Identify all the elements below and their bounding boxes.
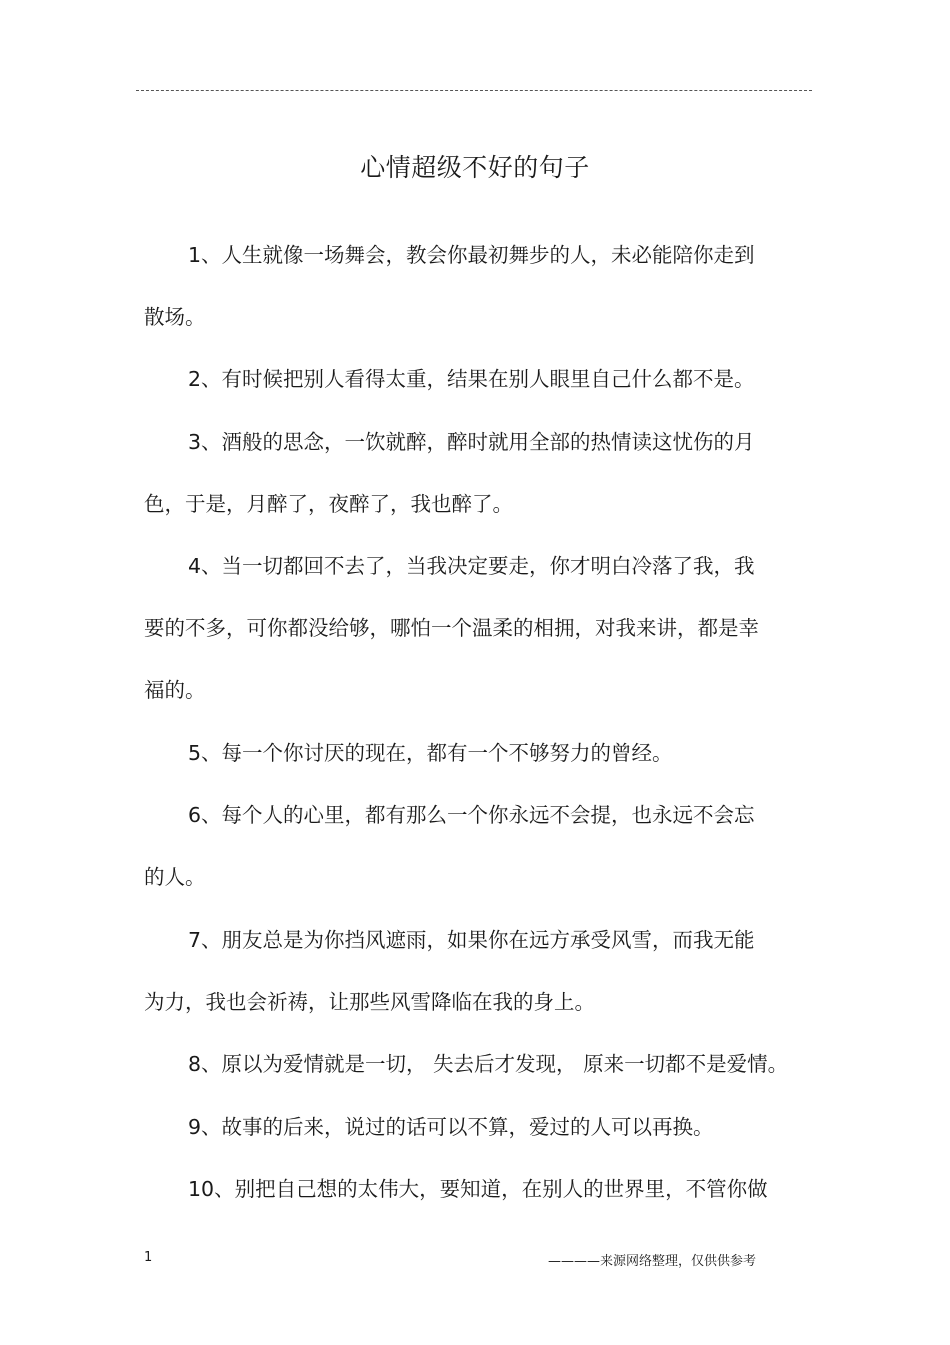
- item-4-line-3: 福的。: [144, 678, 206, 702]
- item-7-line-2: 为力，我也会祈祷，让那些风雪降临在我的身上。: [144, 990, 595, 1014]
- item-10-line-1: 10、别把自己想的太伟大，要知道，在别人的世界里，不管你做: [188, 1177, 768, 1201]
- item-5-line-1: 5、每一个你讨厌的现在，都有一个不够努力的曾经。: [188, 741, 673, 765]
- item-6-line-1: 6、每个人的心里，都有那么一个你永远不会提，也永远不会忘: [188, 803, 755, 827]
- document-title: 心情超级不好的句子: [360, 153, 590, 182]
- item-8-line-1: 8、原以为爱情就是一切， 失去后才发现， 原来一切都不是爱情。: [188, 1052, 789, 1076]
- item-1-line-1: 1、人生就像一场舞会，教会你最初舞步的人，未必能陪你走到: [188, 243, 755, 267]
- footer-source-note: ————来源网络整理，仅供供参考: [548, 1254, 757, 1269]
- item-4-line-2: 要的不多，可你都没给够，哪怕一个温柔的相拥，对我来讲，都是幸: [144, 616, 759, 640]
- item-1-line-2: 散场。: [144, 305, 206, 329]
- item-9-line-1: 9、故事的后来，说过的话可以不算，爱过的人可以再换。: [188, 1115, 714, 1139]
- item-6-line-2: 的人。: [144, 865, 206, 889]
- item-7-line-1: 7、朋友总是为你挡风遮雨，如果你在远方承受风雪，而我无能: [188, 928, 755, 952]
- item-2-line-1: 2、有时候把别人看得太重，结果在别人眼里自己什么都不是。: [188, 367, 755, 391]
- page-number: 1: [144, 1250, 153, 1265]
- top-dashed-rule: [136, 90, 812, 91]
- item-4-line-1: 4、当一切都回不去了，当我决定要走，你才明白冷落了我，我: [188, 554, 755, 578]
- item-3-line-2: 色，于是，月醉了，夜醉了，我也醉了。: [144, 492, 513, 516]
- item-3-line-1: 3、酒般的思念，一饮就醉，醉时就用全部的热情读这忧伤的月: [188, 430, 755, 454]
